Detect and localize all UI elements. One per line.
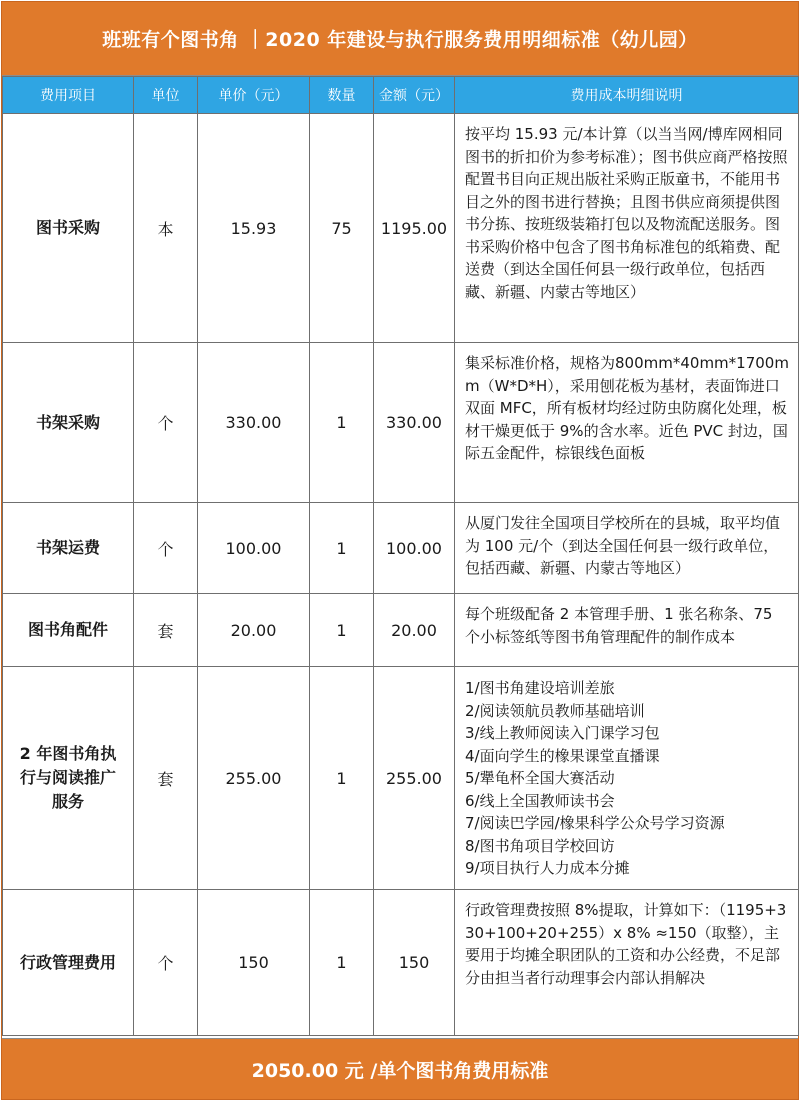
column-header-price: 单价（元） xyxy=(198,77,310,114)
row-item-name: 图书角配件 xyxy=(3,594,134,667)
row-qty: 75 xyxy=(310,114,374,343)
row-amount: 255.00 xyxy=(374,667,455,890)
table-row xyxy=(3,114,799,343)
row-description: 集采标准价格，规格为800mm*40mm*1700mm（W*D*H），采用刨花板为基材，表面饰进口双面 MFC，所有板材均经过防虫防腐化处理，板材干燥更低于 9%的含水率。近色 PVC 封边，国际五金配件，棕银线色面板 xyxy=(455,343,799,503)
list-item: 8/图书角项目学校回访 xyxy=(465,836,615,855)
row-description: 每个班级配备 2 本管理手册、1 张名称条、75 个小标签纸等图书角管理配件的制作成本 xyxy=(455,594,799,667)
row-qty: 1 xyxy=(310,343,374,503)
row-description: 从厦门发往全国项目学校所在的县城，取平均值为 100 元/个（到达全国任何县一级行政单位，包括西藏、新疆、内蒙古等地区） xyxy=(455,503,799,594)
table-row xyxy=(3,890,799,1036)
row-unit: 个 xyxy=(134,343,198,503)
row-qty: 1 xyxy=(310,667,374,890)
table-header-row xyxy=(3,77,799,114)
column-header-qty: 数量 xyxy=(310,77,374,114)
row-unit: 个 xyxy=(134,890,198,1036)
column-header-amount: 金额（元） xyxy=(374,77,455,114)
row-price: 150 xyxy=(198,890,310,1036)
row-unit: 套 xyxy=(134,667,198,890)
row-qty: 1 xyxy=(310,594,374,667)
row-amount: 20.00 xyxy=(374,594,455,667)
row-price: 255.00 xyxy=(198,667,310,890)
row-amount: 100.00 xyxy=(374,503,455,594)
row-amount: 330.00 xyxy=(374,343,455,503)
list-item: 7/阅读巴学园/橡果科学公众号学习资源 xyxy=(465,814,725,832)
table-row xyxy=(3,667,799,890)
row-amount: 1195.00 xyxy=(374,114,455,343)
list-item: 6/线上全国教师读书会 xyxy=(465,791,615,810)
column-header-description: 费用成本明细说明 xyxy=(455,77,799,114)
row-description: 行政管理费按照 8%提取，计算如下：（1195+330+100+20+255）x 8% ≈150（取整），主要用于均摊全职团队的工资和办公经费，不足部分由担当者行动理事会内部认捐解决 xyxy=(455,890,799,1036)
list-item: 5/犟龟杯全国大赛活动 xyxy=(465,769,615,787)
row-price: 15.93 xyxy=(198,114,310,343)
row-qty: 1 xyxy=(310,503,374,594)
row-item-name: 书架运费 xyxy=(3,503,134,594)
table-row xyxy=(3,594,799,667)
row-item-name: 图书采购 xyxy=(3,114,134,343)
list-item: 4/面向学生的橡果课堂直播课 xyxy=(465,746,660,765)
row-unit: 套 xyxy=(134,594,198,667)
table-row xyxy=(3,343,799,503)
row-amount: 150 xyxy=(374,890,455,1036)
row-qty: 1 xyxy=(310,890,374,1036)
row-price: 330.00 xyxy=(198,343,310,503)
row-description-list xyxy=(455,667,799,890)
row-item-name: 书架采购 xyxy=(3,343,134,503)
column-header-item: 费用项目 xyxy=(3,77,134,114)
fee-standard-sheet xyxy=(1,1,799,1100)
fee-table xyxy=(2,76,799,1036)
list-item: 3/线上教师阅读入门课学习包 xyxy=(465,724,660,742)
page-title: 班班有个图书角 ｜2020 年建设与执行服务费用明细标准（幼儿园） xyxy=(2,2,798,76)
column-header-unit: 单位 xyxy=(134,77,198,114)
row-item-name: 2 年图书角执行与阅读推广服务 xyxy=(3,667,134,890)
row-unit: 个 xyxy=(134,503,198,594)
row-item-name: 行政管理费用 xyxy=(3,890,134,1036)
row-price: 100.00 xyxy=(198,503,310,594)
list-item: 1/图书角建设培训差旅 xyxy=(465,679,615,697)
list-item: 9/项目执行人力成本分摊 xyxy=(465,859,630,877)
row-price: 20.00 xyxy=(198,594,310,667)
list-item: 2/阅读领航员教师基础培训 xyxy=(465,701,645,720)
row-unit: 本 xyxy=(134,114,198,343)
total-footer: 2050.00 元 /单个图书角费用标准 xyxy=(2,1038,798,1099)
table-row xyxy=(3,503,799,594)
row-description: 按平均 15.93 元/本计算（以当当网/博库网相同图书的折扣价为参考标准）；图书供应商严格按照配置书目向正规出版社采购正版童书，不能用书目之外的图书进行替换；且图书供应商须提供图书分拣、按班级装箱打包以及物流配送服务。图书采购价格中包含了图书角标准包的纸箱费、配送费（到达全国任何县一级行政单位，包括西藏、新疆、内蒙古等地区） xyxy=(455,114,799,343)
